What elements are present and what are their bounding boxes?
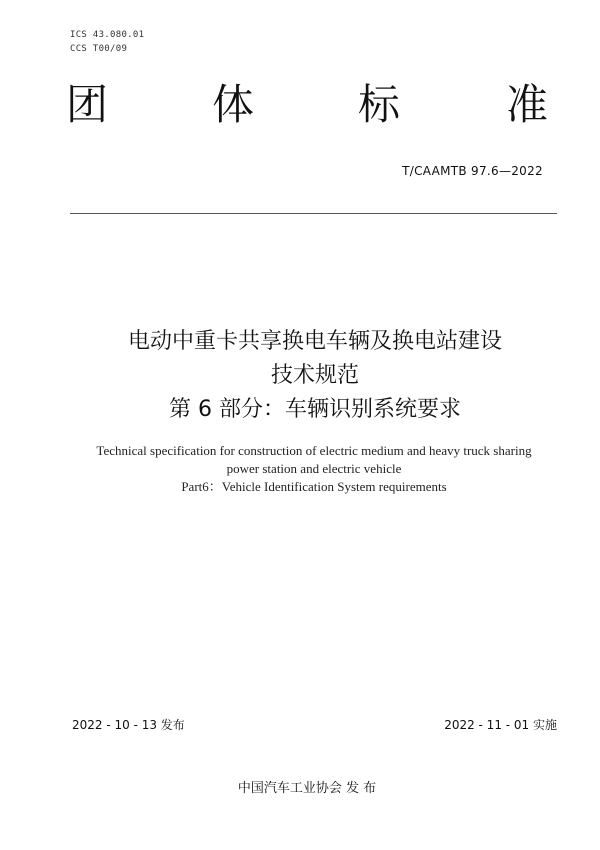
header-divider [70, 213, 557, 214]
chinese-title-line-2: 技术规范 [270, 363, 359, 388]
document-type-char: 标 [358, 80, 401, 129]
english-title-line-3: Part6：Vehicle Identification System requirements [181, 479, 447, 494]
standard-number: T/CAAMTB 97.6—2022 [402, 164, 543, 178]
chinese-title-line-1: 电动中重卡共享换电车辆及换电站建设 [127, 329, 502, 354]
english-title-line-1: Technical specification for construction of electric medium and heavy truck sharing [96, 443, 532, 458]
chinese-title-line-3: 第 6 部分：车辆识别系统要求 [169, 397, 461, 422]
publisher: 中国汽车工业协会 发 布 [237, 781, 377, 796]
document-type-char: 团 [66, 80, 109, 129]
document-type-char: 准 [506, 80, 549, 129]
ics-code: ICS 43.080.01 [70, 30, 145, 40]
document-type-char: 体 [212, 80, 255, 129]
english-title-line-2: power station and electric vehicle [226, 461, 402, 476]
publish-date: 2022 - 10 - 13 发布 [72, 718, 185, 732]
implementation-date: 2022 - 11 - 01 实施 [444, 718, 557, 732]
ccs-code: CCS T00/09 [70, 44, 128, 54]
document-type-title [66, 80, 554, 130]
